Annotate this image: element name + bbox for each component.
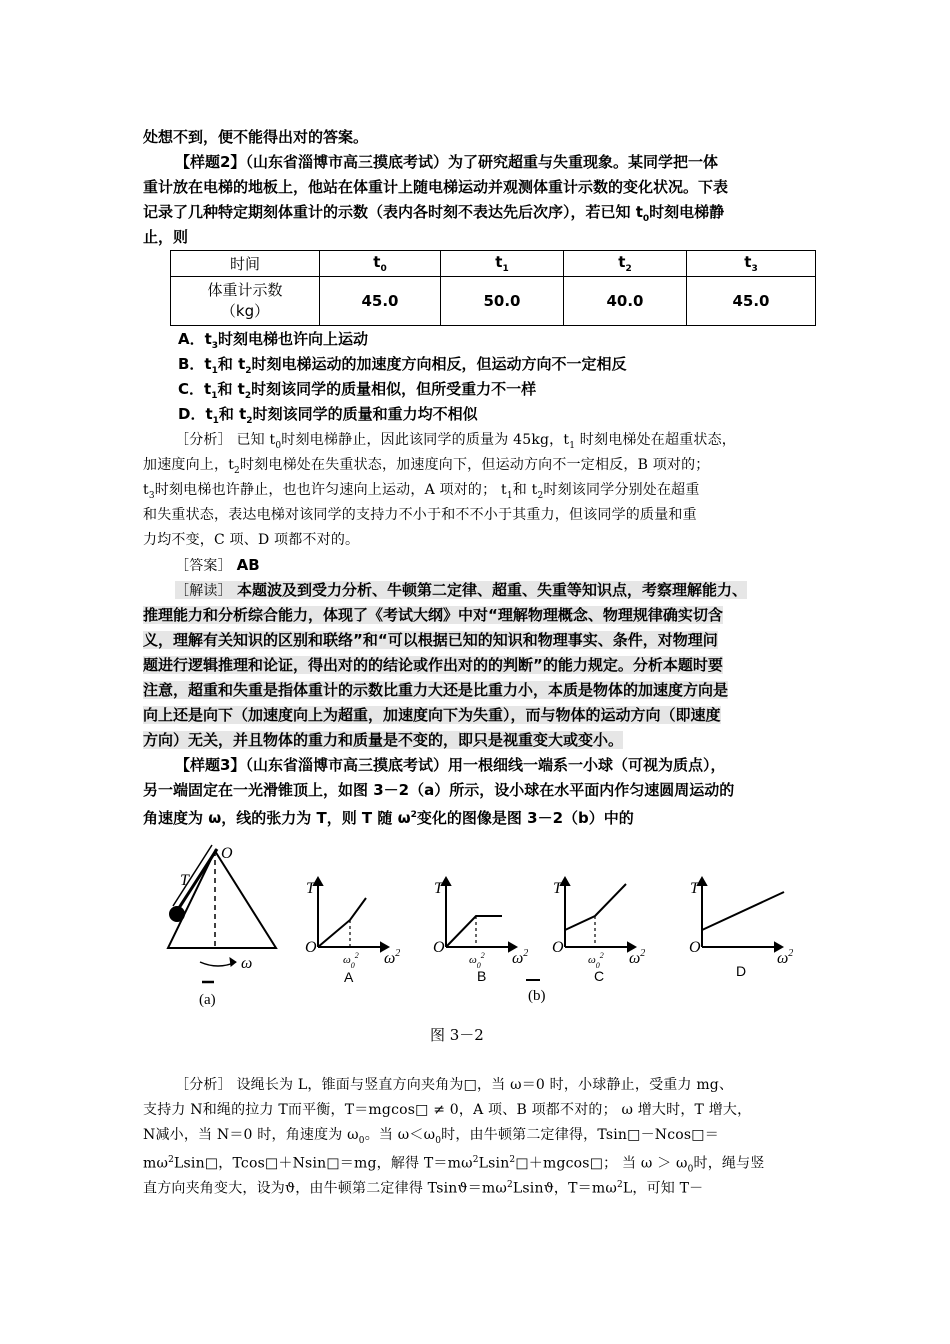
figure-caption: 图 3－2 xyxy=(430,1026,484,1044)
text: Lsin xyxy=(174,1155,205,1172)
symbol-box: □ xyxy=(415,1102,429,1118)
curve-b xyxy=(446,916,502,947)
text: C．t xyxy=(178,380,212,398)
text: t xyxy=(618,253,626,271)
y-axis-arrow xyxy=(561,878,569,885)
subscript: 0 xyxy=(358,1135,365,1146)
text: 直方向夹角变大，设为 xyxy=(143,1180,285,1197)
figure-label-a: (a) xyxy=(199,992,216,1008)
text: 时间 xyxy=(229,255,260,273)
text: 时刻电梯静止，因此该同学的质量为 45kg，t xyxy=(281,432,570,448)
text: 50.0 xyxy=(483,291,521,310)
text: 45.0 xyxy=(361,291,399,310)
text: 本题波及到受力分析、牛顿第二定律、超重、失重等知识点，考察理解能力、 xyxy=(231,581,748,599)
symbol-box: □ xyxy=(515,1155,529,1172)
text: A．t xyxy=(178,330,212,348)
interpret-label: ［解读］ xyxy=(175,583,232,599)
text: t xyxy=(373,253,381,271)
text: ，当 ω＝0 时，小球静止，受重力 mg、 xyxy=(477,1077,734,1093)
answer-value: AB xyxy=(236,556,260,574)
axis-t-label: T xyxy=(553,880,562,897)
text: 时，绳与竖 xyxy=(693,1155,765,1172)
symbol-angle: ϑ xyxy=(457,1180,468,1197)
subscript: 0 xyxy=(595,961,600,970)
text: 和 t xyxy=(218,405,247,423)
text: 时刻电梯也许向上运动 xyxy=(218,330,369,348)
text: 40.0 xyxy=(606,291,644,310)
text: 45.0 xyxy=(732,291,770,310)
text: t xyxy=(143,482,149,498)
graph-d xyxy=(698,878,784,951)
subscript: 2 xyxy=(246,416,253,426)
text: 止，则 xyxy=(143,228,189,246)
ball xyxy=(170,907,184,921)
text: （山东省淄博市高三摸底考试）为了研究超重与失重现象。某同学把一体 xyxy=(245,153,718,171)
text: ＋mgcos xyxy=(528,1155,590,1172)
subscript: 3 xyxy=(148,490,155,501)
symbol-box: □ xyxy=(264,1155,279,1172)
text: 时刻该同学分别处在超重 xyxy=(543,482,700,498)
text: ω xyxy=(588,954,596,966)
analysis2-line xyxy=(143,1098,823,1123)
graph-a-label: A xyxy=(344,969,354,985)
analysis2-line xyxy=(143,1173,823,1202)
subscript: 2 xyxy=(234,465,240,476)
superscript: 2 xyxy=(599,951,604,960)
text: t xyxy=(495,253,503,271)
superscript: 2 xyxy=(395,948,401,959)
superscript: 2 xyxy=(354,951,359,960)
text: ＝mω xyxy=(467,1180,507,1197)
text: 时刻电梯静 xyxy=(649,203,725,221)
w0-label xyxy=(343,951,359,970)
superscript: 2 xyxy=(788,948,794,959)
superscript: 2 xyxy=(616,1180,623,1190)
symbol-box: □ xyxy=(326,1155,340,1172)
subscript: 0 xyxy=(476,961,481,970)
text: D．t xyxy=(178,405,213,423)
subscript: 2 xyxy=(625,264,632,274)
origin-label: O xyxy=(689,939,701,956)
symbol-box: □ xyxy=(463,1077,478,1093)
subscript: 3 xyxy=(751,264,758,274)
text: ω xyxy=(343,954,351,966)
text: 和 t xyxy=(217,380,245,398)
superscript: 2 xyxy=(523,948,529,959)
superscript: 2 xyxy=(506,1180,513,1190)
q3-label: 【样题3】 xyxy=(175,756,246,774)
text: 变化的图像是图 3－2（b）中的 xyxy=(416,809,634,827)
text: Lsin xyxy=(478,1155,510,1172)
text: ［分析］ 已知 t xyxy=(175,432,276,448)
symbol-angle: ϑ xyxy=(285,1180,296,1197)
graph-b xyxy=(442,878,516,951)
text: B．t xyxy=(178,355,212,373)
superscript: 2 xyxy=(480,951,485,960)
text: 时刻电梯处在失重状态，加速度向下，但运动方向不一定相反，B 项对的； xyxy=(239,457,710,473)
superscript: 2 xyxy=(640,948,646,959)
text: 重计放在电梯的地板上，他站在体重计上随电梯运动并观测体重计示数的变化状况。下表 xyxy=(143,178,729,196)
axis-t-label: T xyxy=(434,880,443,897)
symbol-angle: ϑ xyxy=(543,1180,554,1197)
tension-label: T xyxy=(180,872,189,889)
text: 角速度为 ω，线的张力为 T，则 T 随 ω xyxy=(143,809,411,827)
text: ； 当 ω ＞ ω xyxy=(603,1155,688,1172)
text: 推理能力和分析综合能力，体现了《考试大纲》中对“理解物理概念、物理规律确实切含 xyxy=(143,606,723,624)
subscript: 1 xyxy=(569,440,576,451)
symbol-box: □ xyxy=(627,1127,641,1143)
text: 方向）无关，并且物体的重力和质量是不变的，即只是视重变大或变小。 xyxy=(143,731,624,749)
graph-b-label: B xyxy=(477,968,487,984)
text: ω xyxy=(629,950,641,967)
graph-a xyxy=(314,878,388,951)
text: ＝mg，解得 T＝mω xyxy=(339,1155,473,1172)
text: 。当 ω＜ω xyxy=(364,1127,436,1143)
text: 时刻电梯处在超重状态， xyxy=(575,432,736,448)
origin-label: O xyxy=(433,939,445,956)
text: 时刻该同学的质量和重力均不相似 xyxy=(252,405,478,423)
text: t xyxy=(744,253,752,271)
subscript: 0 xyxy=(435,1135,442,1146)
graph-c-label: C xyxy=(594,968,605,984)
text: Lsin xyxy=(512,1180,544,1197)
subscript: 2 xyxy=(244,391,252,401)
text: 体重计示数 xyxy=(207,281,283,299)
subscript: 3 xyxy=(211,341,219,351)
subscript: 0 xyxy=(687,1164,694,1175)
text: 时刻电梯也许静止，也也许匀速向上运动，A 项对的； t xyxy=(154,482,507,498)
curve-d xyxy=(702,892,784,930)
symbol-box: □ xyxy=(691,1127,705,1143)
graph-c xyxy=(561,878,635,951)
text: ，Tcos xyxy=(218,1155,265,1172)
subscript: 1 xyxy=(212,416,219,426)
symbol-box: □ xyxy=(589,1155,604,1172)
subscript: 1 xyxy=(506,490,513,501)
curve-a xyxy=(318,898,366,947)
subscript: 0 xyxy=(275,440,282,451)
y-axis-arrow xyxy=(698,878,706,885)
text: 和失重状态，表达电梯对该同学的支持力不小于和不不小于其重力，但该同学的质量和重 xyxy=(143,507,697,523)
subscript: 1 xyxy=(502,264,509,274)
text: 时，由牛顿第二定律得，Tsin xyxy=(441,1127,628,1143)
symbol-box: □ xyxy=(204,1155,219,1172)
text: ，由牛顿第二定律得 Tsin xyxy=(295,1180,458,1197)
subscript: 0 xyxy=(350,961,355,970)
text: 时刻该同学的质量相似，但所受重力不一样 xyxy=(251,380,537,398)
axis-w-label xyxy=(384,948,400,967)
text: 题进行逻辑推理和论证，得出对的的结论或作出对的的判断”的能力规定。分析本题时要 xyxy=(143,656,723,674)
text: （kg） xyxy=(220,302,270,320)
text: 记录了几种特定期刻体重计的示数（表内各时刻不表达先后次序），若已知 t xyxy=(143,203,643,221)
subscript: 0 xyxy=(380,264,387,274)
text: 和 t xyxy=(512,482,538,498)
superscript: 2 xyxy=(472,1155,479,1165)
text: 和 t xyxy=(217,355,246,373)
axis-t-label: T xyxy=(690,880,699,897)
text: mω xyxy=(143,1155,169,1172)
axis-w-label xyxy=(777,948,793,967)
graph-d-label: D xyxy=(736,963,747,979)
superscript: 2 xyxy=(168,1155,175,1165)
superscript: 2 xyxy=(410,810,417,820)
text: L，可知 T－ xyxy=(622,1180,704,1197)
rotation-arrowhead xyxy=(230,958,236,966)
text: 加速度向上，t xyxy=(143,457,235,473)
text: －Ncos xyxy=(640,1127,692,1143)
text: ω xyxy=(384,950,396,967)
text: ω xyxy=(777,950,789,967)
text: 处想不到，便不能得出对的答案。 xyxy=(143,128,369,146)
subscript: 1 xyxy=(211,391,218,401)
text: N减小，当 N＝0 时，角速度为 ω xyxy=(143,1127,359,1143)
y-axis-arrow xyxy=(314,878,322,885)
text: 向上还是向下（加速度向上为超重，加速度向下为失重），而与物体的运动方向（即速度 xyxy=(143,706,721,724)
analysis2-line xyxy=(175,1073,855,1098)
text: 支持力 N和绳的拉力 T而平衡，T＝mgcos xyxy=(143,1102,416,1118)
cone-vertex-label: O xyxy=(221,845,233,862)
text: ，T＝mω xyxy=(553,1180,617,1197)
text: ［分析］ 设绳长为 L，锥面与竖直方向夹角为 xyxy=(175,1077,464,1093)
q2-label: 【样题2】 xyxy=(175,153,246,171)
axis-w-label xyxy=(512,948,528,967)
subscript: 0 xyxy=(642,214,650,224)
axis-w-label xyxy=(629,948,645,967)
superscript: 2 xyxy=(509,1155,516,1165)
text: 时刻电梯运动的加速度方向相反，但运动方向不一定相反 xyxy=(251,355,627,373)
text: ＋Nsin xyxy=(278,1155,327,1172)
origin-label: O xyxy=(305,939,317,956)
subscript: 2 xyxy=(537,490,544,501)
text: ω xyxy=(512,950,524,967)
axis-t-label: T xyxy=(306,880,315,897)
origin-label: O xyxy=(552,939,564,956)
y-axis-arrow xyxy=(442,878,450,885)
subscript: 2 xyxy=(245,366,252,376)
text: （山东省淄博市高三摸底考试）用一根细线一端系一小球（可视为质点）， xyxy=(245,756,726,774)
subscript: 1 xyxy=(211,366,218,376)
text: 另一端固定在一光滑锥顶上，如图 3－2（a）所示，设小球在水平面内作匀速圆周运动的 xyxy=(143,781,735,799)
figure-label-b: (b) xyxy=(528,988,546,1004)
answer-label: ［答案］ xyxy=(175,558,232,574)
text: ω xyxy=(469,954,477,966)
text: 义，理解有关知识的区别和联络”和“可以根据已知的知识和物理事实、条件，对物理问 xyxy=(143,631,718,649)
cone-diagram xyxy=(168,845,276,982)
omega-label: ω xyxy=(241,955,253,972)
text: ＝ xyxy=(704,1127,719,1143)
text: ≠ 0，A 项、B 项都不对的； ω 增大时，T 增大， xyxy=(428,1102,752,1118)
text: 注意，超重和失重是指体重计的示数比重力大还是比重力小，本质是物体的加速度方向是 xyxy=(143,681,729,699)
text: 力均不变，C 项、D 项都不对的。 xyxy=(143,532,360,548)
